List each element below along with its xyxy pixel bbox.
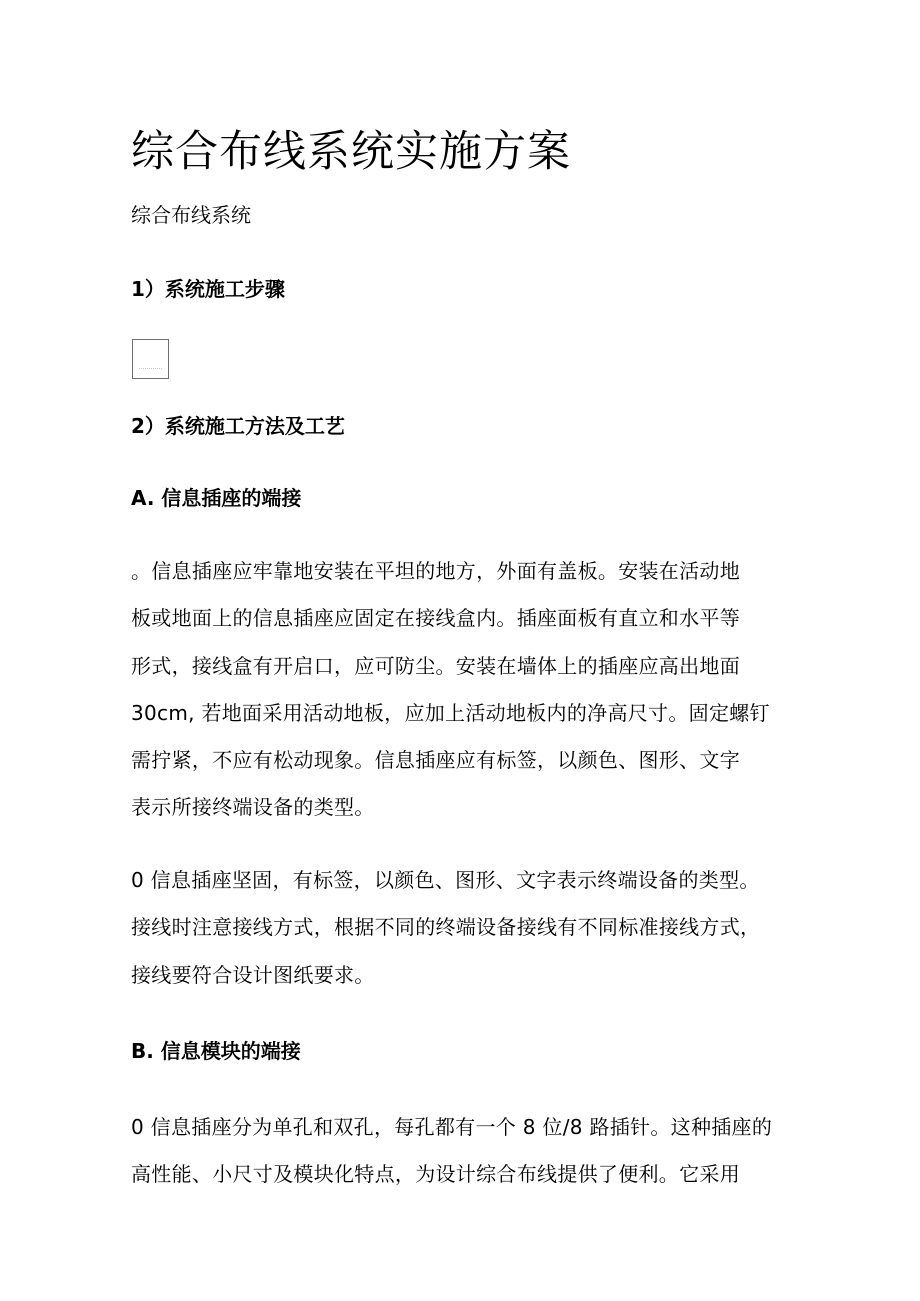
text-line: 高性能、小尺寸及模块化特点，为设计综合布线提供了便利。它采用: [131, 1162, 740, 1187]
section-2-heading: 2）系统施工方法及工艺: [131, 414, 345, 438]
section-1-heading: 1）系统施工步骤: [131, 277, 285, 301]
text-line: 接线要符合设计图纸要求。: [131, 962, 375, 987]
document-subtitle: 综合布线系统: [131, 203, 251, 227]
text-line: 0 信息插座分为单孔和双孔，每孔都有一个 8 位/8 路插针。这种插座的: [131, 1115, 773, 1139]
text-line: 接线时注意接线方式，根据不同的终端设备接线有不同标准接线方式，: [131, 915, 761, 940]
text-line: 0 信息插座坚固，有标签，以颜色、图形、文字表示终端设备的类型。: [131, 868, 760, 892]
text-line: 需拧紧，不应有松动现象。信息插座应有标签，以颜色、图形、文字: [131, 748, 740, 773]
broken-image-icon: [132, 339, 169, 379]
text-line: 。信息插座应牢靠地安装在平坦的地方，外面有盖板。安装在活动地: [131, 559, 740, 583]
document-title: 综合布线系统实施方案: [131, 127, 571, 177]
text-line: 形式，接线盒有开启口，应可防尘。安装在墙体上的插座应高出地面: [131, 653, 740, 678]
subsection-b-heading: B. 信息模块的端接: [131, 1039, 301, 1063]
text-line: 表示所接终端设备的类型。: [131, 795, 375, 820]
subsection-b-paragraph-1: [131, 1104, 796, 1199]
text-line: 30cm, 若地面采用活动地板，应加上活动地板内的净高尺寸。固定螺钉: [131, 700, 770, 725]
subsection-a-paragraph-1: [131, 548, 796, 832]
text-line: 板或地面上的信息插座应固定在接线盒内。插座面板有直立和水平等: [131, 606, 740, 631]
subsection-a-heading: A. 信息插座的端接: [131, 486, 302, 510]
subsection-a-paragraph-2: [131, 857, 796, 999]
